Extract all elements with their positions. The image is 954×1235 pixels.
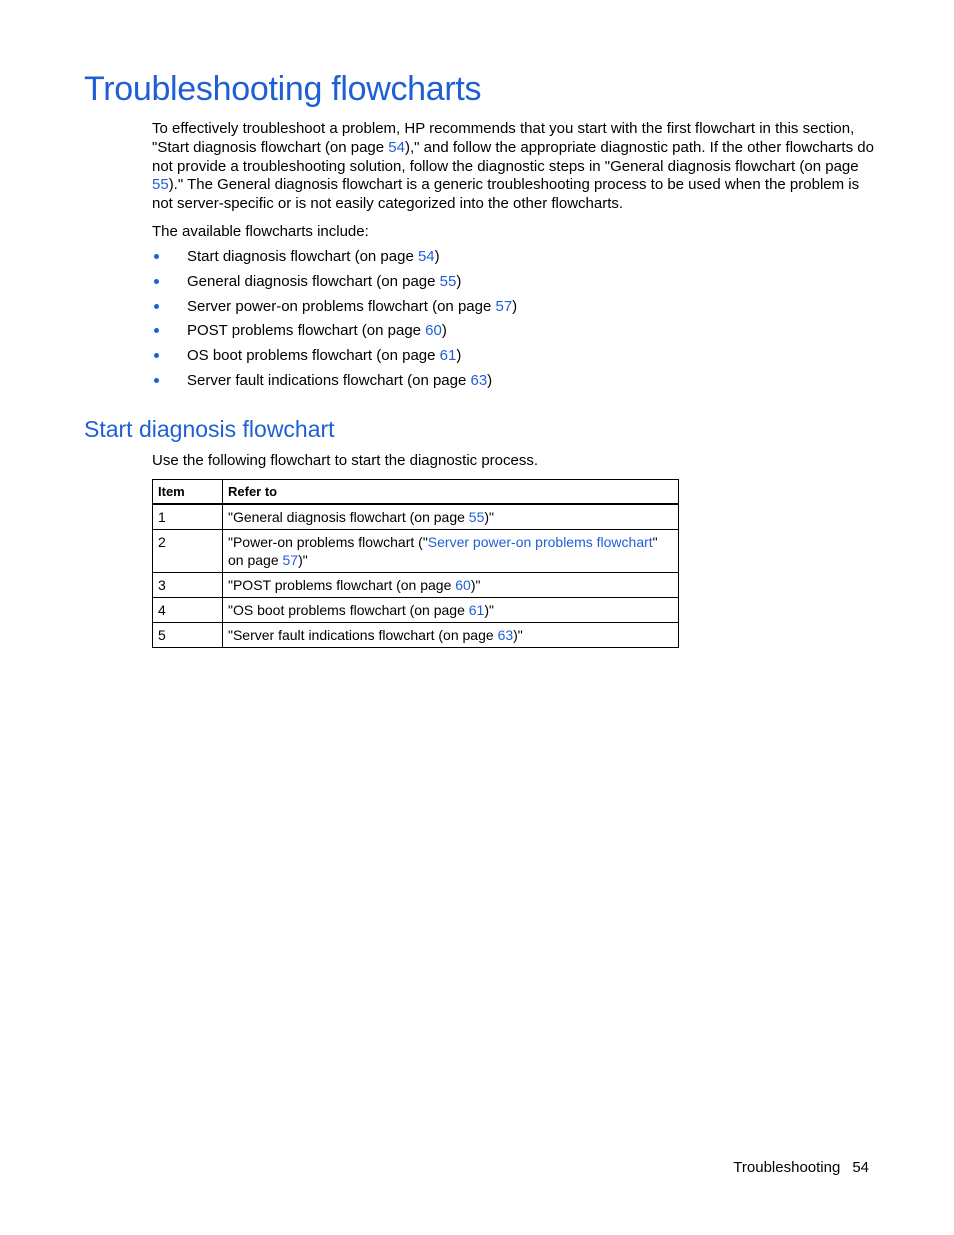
table-cell-refer-to bbox=[223, 530, 679, 573]
page-link[interactable]: 57 bbox=[495, 297, 513, 315]
list-item bbox=[152, 272, 517, 297]
list-item bbox=[152, 247, 517, 272]
text-run: )." The General diagnosis flowchart is a generic troubleshooting process to be used when the problem is not server-specific or is not easily categorized into the other flowcharts. bbox=[152, 176, 860, 213]
section-title: Start diagnosis flowchart bbox=[84, 416, 335, 442]
available-flowcharts-text: The available flowcharts include: bbox=[152, 223, 369, 240]
footer-page-number: 54 bbox=[852, 1159, 869, 1176]
page-footer bbox=[733, 1158, 869, 1178]
list-item bbox=[152, 371, 517, 396]
table-cell-item: 2 bbox=[153, 530, 223, 573]
page-link[interactable]: 61 bbox=[439, 347, 457, 365]
header-item: Item bbox=[153, 480, 223, 505]
page-link[interactable]: 57 bbox=[282, 552, 299, 568]
list-item-label: OS boot problems flowchart (on page bbox=[187, 347, 440, 365]
list-item-close: ) bbox=[456, 272, 462, 290]
table-cell-refer-to bbox=[223, 504, 679, 530]
page-link[interactable]: 63 bbox=[470, 371, 488, 389]
page-link[interactable]: 60 bbox=[425, 322, 442, 340]
table-row bbox=[153, 504, 679, 530]
table-cell-item: 4 bbox=[153, 598, 223, 623]
page-link[interactable]: 60 bbox=[455, 577, 471, 593]
list-item-label: Server power-on problems flowchart (on page bbox=[187, 297, 496, 315]
table-row bbox=[153, 530, 679, 573]
bullet-icon bbox=[154, 328, 159, 333]
text-run: "OS boot problems flowchart (on page bbox=[228, 602, 469, 618]
bullet-icon bbox=[154, 353, 159, 358]
table-row bbox=[153, 598, 679, 623]
table-header-row bbox=[153, 480, 679, 505]
table-row bbox=[153, 573, 679, 598]
bullet-icon bbox=[154, 304, 159, 309]
page-link[interactable]: 55 bbox=[152, 176, 169, 194]
text-run: "POST problems flowchart (on page bbox=[228, 577, 456, 593]
text-run: )," and follow the appropriate diagnostic path. If the other flowcharts do not provide a troubleshooting solution, follow the diagnostic steps in "General diagnosis flowchart (on page bbox=[152, 138, 874, 175]
table-row bbox=[153, 623, 679, 648]
text-run: "Power-on problems flowchart (" bbox=[228, 534, 428, 550]
list-item-close: ) bbox=[434, 248, 440, 265]
text-run: To effectively troubleshoot a problem, HP recommends that you start with the first flowchart in this section, "Start diagnosis flowchart (on page bbox=[152, 120, 855, 156]
list-item-label: Server fault indications flowchart (on page bbox=[187, 371, 471, 389]
list-item-label: General diagnosis flowchart (on page bbox=[187, 272, 440, 290]
list-item-close: ) bbox=[487, 371, 493, 389]
list-item bbox=[152, 297, 517, 322]
intro-paragraph bbox=[152, 120, 876, 214]
table-cell-refer-to bbox=[223, 573, 679, 598]
bullet-icon bbox=[154, 254, 159, 259]
list-item-close: ) bbox=[441, 322, 447, 340]
bullet-icon bbox=[154, 279, 159, 284]
table-cell-item: 1 bbox=[153, 504, 223, 530]
text-run: )" bbox=[298, 552, 308, 568]
refer-table bbox=[152, 479, 679, 648]
section-text: Use the following flowchart to start the diagnostic process. bbox=[152, 452, 539, 469]
page-title: Troubleshooting flowcharts bbox=[84, 70, 482, 108]
text-run: "Server fault indications flowchart (on page bbox=[228, 627, 498, 643]
table-cell-item: 5 bbox=[153, 623, 223, 648]
list-item bbox=[152, 346, 517, 371]
table-cell-refer-to bbox=[223, 598, 679, 623]
text-run: )" bbox=[470, 577, 481, 593]
flowchart-list bbox=[152, 247, 517, 396]
list-item-close: ) bbox=[512, 297, 518, 315]
page-link[interactable]: 55 bbox=[468, 509, 485, 525]
text-run: " on page bbox=[228, 534, 658, 568]
text-run: )" bbox=[484, 509, 494, 525]
list-item-close: ) bbox=[456, 347, 462, 365]
table-cell-refer-to bbox=[223, 623, 679, 648]
page-link[interactable]: 54 bbox=[388, 138, 405, 156]
page-link[interactable]: 54 bbox=[417, 248, 435, 265]
list-item-label: POST problems flowchart (on page bbox=[187, 322, 426, 340]
text-run: )" bbox=[484, 602, 494, 618]
text-run: "General diagnosis flowchart (on page bbox=[228, 509, 469, 525]
page-link[interactable]: 63 bbox=[497, 627, 514, 643]
text-run: )" bbox=[513, 627, 523, 643]
bullet-icon bbox=[154, 378, 159, 383]
list-item-label: Start diagnosis flowchart (on page bbox=[187, 248, 418, 265]
page-link[interactable]: 55 bbox=[439, 272, 457, 290]
header-refer-to: Refer to bbox=[223, 480, 679, 505]
footer-section: Troubleshooting bbox=[733, 1159, 841, 1176]
list-item bbox=[152, 321, 517, 346]
page-link[interactable]: Server power-on problems flowchart bbox=[427, 534, 653, 550]
table-cell-item: 3 bbox=[153, 573, 223, 598]
page-link[interactable]: 61 bbox=[468, 602, 485, 618]
